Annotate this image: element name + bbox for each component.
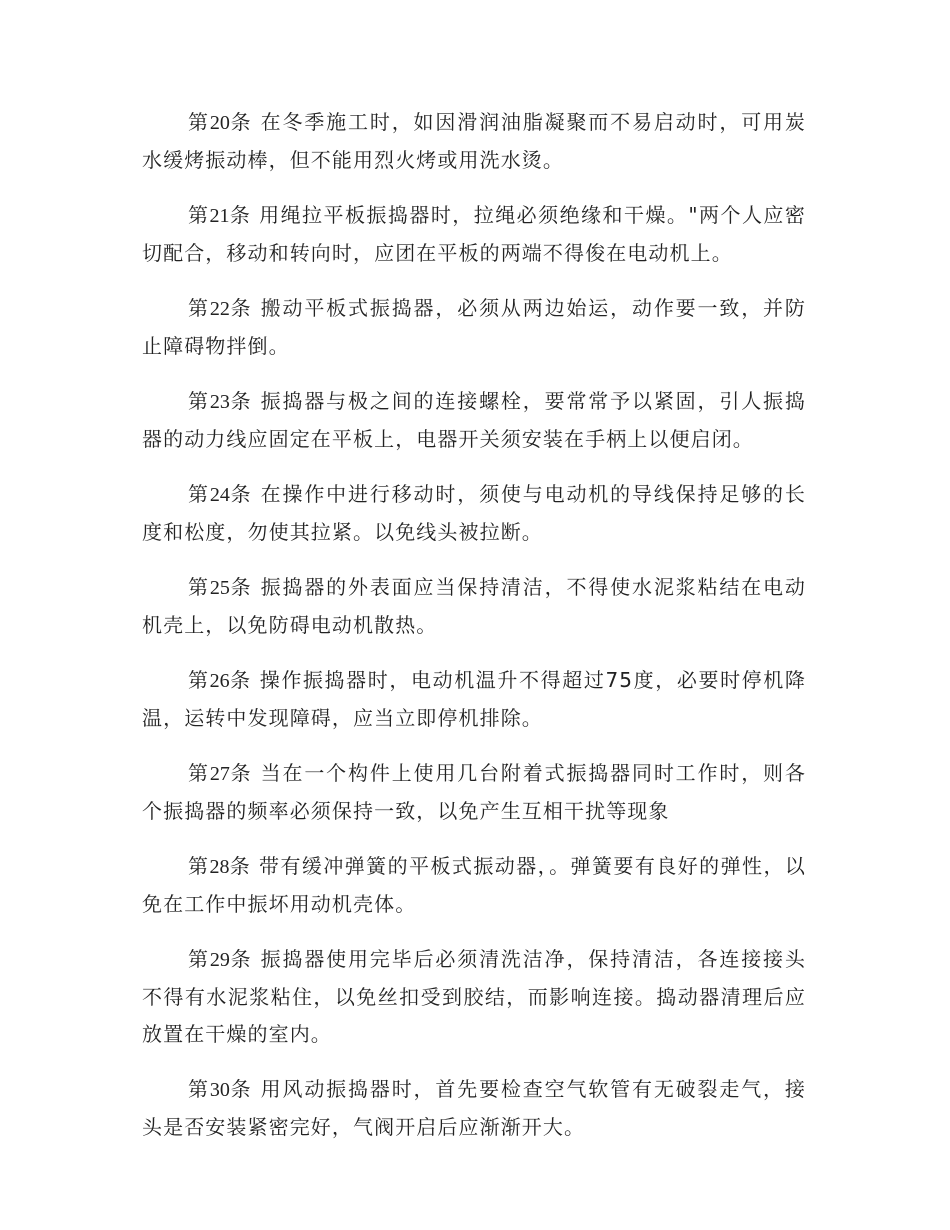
article-text: 当在一个构件上使用几台附着式振捣器同时工作时，则各个振捣器的频率必须保持一致，以免产生互相干扰等现象 [142, 761, 806, 823]
article-text: 带有缓冲弹簧的平板式振动器，。弹簧要有良好的弹性，以免在工作中振坏用动机壳体。 [142, 854, 806, 916]
article-number: 24 [209, 484, 230, 506]
article-prefix: 第 [188, 296, 210, 320]
article-suffix: 条 [229, 389, 253, 413]
article-prefix: 第 [188, 1077, 210, 1101]
article-prefix: 第 [188, 854, 210, 878]
article-number: 21 [209, 205, 230, 227]
article-28 [142, 848, 806, 923]
article-suffix: 条 [229, 203, 252, 227]
article-text: 操作振捣器时，电动机温升不得超过75度，必要时停机降温，运转中发现障碍，应当立即停机排除。 [142, 668, 806, 730]
article-suffix: 条 [229, 575, 253, 599]
article-suffix: 条 [229, 296, 253, 320]
article-29 [142, 941, 806, 1053]
article-25 [142, 569, 806, 644]
article-number: 22 [209, 298, 230, 320]
article-21 [142, 197, 806, 272]
article-26 [142, 662, 806, 737]
article-text: 用绳拉平板振捣器时，拉绳必须绝缘和干燥。"两个人应密切配合，移动和转向时，应团在平板的两端不得俊在电动机上。 [142, 203, 806, 265]
article-number: 20 [209, 112, 230, 134]
article-prefix: 第 [188, 668, 210, 692]
article-number: 28 [209, 856, 230, 878]
article-text: 搬动平板式振捣器，必须从两边始运，动作要一致，并防止障碍物拌倒。 [142, 296, 806, 358]
article-text: 振捣器的外表面应当保持清洁，不得使水泥浆粘结在电动机壳上，以免防碍电动机散热。 [142, 575, 806, 637]
article-number: 30 [209, 1079, 230, 1101]
article-number: 29 [209, 949, 230, 971]
article-20 [142, 104, 806, 179]
article-27 [142, 755, 806, 830]
article-suffix: 条 [229, 761, 253, 785]
article-number: 23 [209, 391, 230, 413]
article-prefix: 第 [188, 203, 210, 227]
article-suffix: 条 [229, 668, 252, 692]
article-suffix: 条 [229, 947, 253, 971]
article-suffix: 条 [229, 482, 253, 506]
article-text: 在操作中进行移动时，须使与电动机的导线保持足够的长度和松度，勿使其拉紧。以免线头被拉断。 [142, 482, 806, 544]
article-prefix: 第 [188, 947, 210, 971]
article-number: 27 [209, 763, 230, 785]
article-text: 振捣器使用完毕后必须清洗洁净，保持清洁，各连接接头不得有水泥浆粘住，以免丝扣受到胶结，而影响连接。捣动器清理后应放置在干燥的室内。 [142, 947, 806, 1046]
article-text: 用风动振捣器时，首先要检查空气软管有无破裂走气，接头是否安装紧密完好，气阀开启后应渐渐开大。 [142, 1077, 806, 1139]
article-suffix: 条 [229, 110, 253, 134]
article-24 [142, 476, 806, 551]
article-prefix: 第 [188, 482, 210, 506]
article-30 [142, 1071, 806, 1146]
article-prefix: 第 [188, 575, 210, 599]
article-22 [142, 290, 806, 365]
article-prefix: 第 [188, 110, 210, 134]
article-number: 26 [209, 670, 230, 692]
document-body [142, 104, 806, 1164]
article-23 [142, 383, 806, 458]
article-text: 在冬季施工时，如因滑润油脂凝聚而不易启动时，可用炭水缓烤振动棒，但不能用烈火烤或用洗水烫。 [142, 110, 806, 172]
article-suffix: 条 [229, 854, 252, 878]
article-prefix: 第 [188, 389, 210, 413]
article-prefix: 第 [188, 761, 210, 785]
article-suffix: 条 [229, 1077, 253, 1101]
article-text: 振捣器与极之间的连接螺栓，要常常予以紧固，引人振捣器的动力线应固定在平板上，电器开关须安装在手柄上以便启闭。 [142, 389, 806, 451]
article-number: 25 [209, 577, 230, 599]
